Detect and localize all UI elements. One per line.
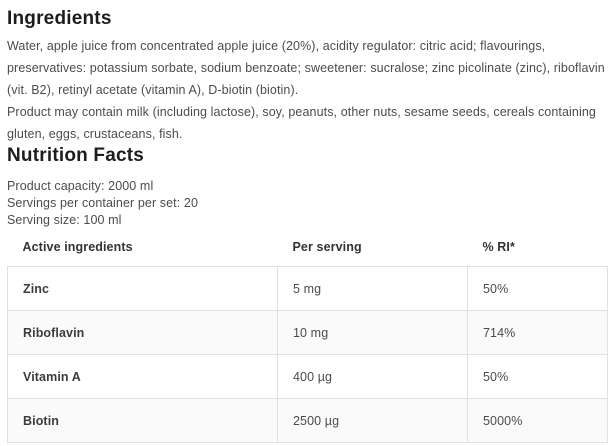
column-header-active-ingredients: Active ingredients bbox=[22, 240, 133, 254]
ri-cell: 5000% bbox=[468, 399, 608, 443]
column-header-ri: % RI* bbox=[482, 240, 515, 254]
ingredient-name-cell: Vitamin A bbox=[8, 355, 278, 399]
nutrition-table bbox=[7, 240, 608, 443]
ingredient-name-cell: Zinc bbox=[8, 267, 278, 311]
table-row bbox=[8, 355, 608, 399]
per-serving-cell: 400 µg bbox=[278, 355, 468, 399]
nutrition-facts-section bbox=[7, 145, 607, 443]
table-row bbox=[8, 399, 608, 443]
product-capacity-line: Product capacity: 2000 ml bbox=[7, 179, 154, 193]
servings-per-container-line: Servings per container per set: 20 bbox=[7, 196, 199, 210]
ingredient-name-cell: Riboflavin bbox=[8, 311, 278, 355]
ri-cell: 714% bbox=[468, 311, 608, 355]
per-serving-cell: 2500 µg bbox=[278, 399, 468, 443]
per-serving-cell: 5 mg bbox=[278, 267, 468, 311]
ingredients-section bbox=[7, 8, 607, 145]
nutrition-table-header-row bbox=[8, 240, 608, 267]
ri-cell: 50% bbox=[468, 355, 608, 399]
table-row bbox=[8, 311, 608, 355]
allergen-note: Product may contain milk (including lactose), soy, peanuts, other nuts, sesame seeds, cereals containing gluten, eggs, crustaceans, fish. bbox=[7, 105, 596, 141]
serving-size-line: Serving size: 100 ml bbox=[7, 213, 122, 227]
column-header-per-serving: Per serving bbox=[292, 240, 362, 254]
ri-cell: 50% bbox=[468, 267, 608, 311]
table-row bbox=[8, 267, 608, 311]
nutrition-facts-title: Nutrition Facts bbox=[7, 145, 145, 166]
ingredients-title: Ingredients bbox=[7, 8, 112, 29]
ingredient-name-cell: Biotin bbox=[8, 399, 278, 443]
per-serving-cell: 10 mg bbox=[278, 311, 468, 355]
ingredients-description: Water, apple juice from concentrated apple juice (20%), acidity regulator: citric acid; flavourings, preservatives: potassium sorbate, sodium benzoate; sweetener: sucralose; zinc picolinate (zinc), riboflavin (vit. B2), retinyl acetate (vitamin A), D-biotin (biotin). bbox=[7, 39, 605, 97]
